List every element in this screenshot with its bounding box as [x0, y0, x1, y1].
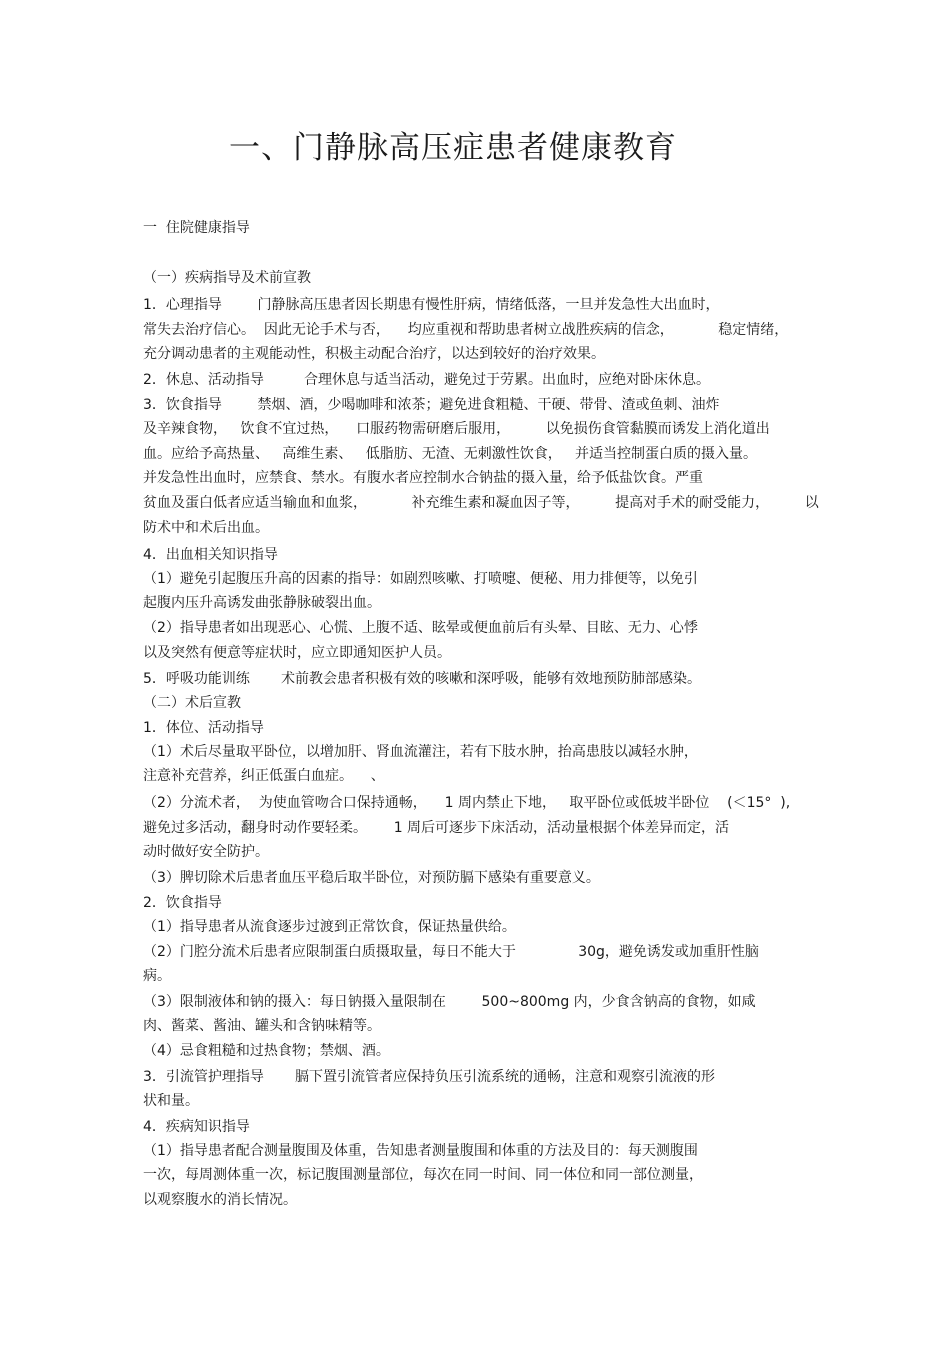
paragraph-line: 贫血及蛋白低者应适当输血和血浆， 补充维生素和凝血因子等， 提高对手术的耐受能力， 以: [143, 495, 819, 511]
paragraph-line: 1．体位、活动指导: [143, 720, 264, 736]
paragraph-line: 以及突然有便意等症状时，应立即通知医护人员。: [143, 645, 451, 661]
paragraph-line: 3．饮食指导 禁烟、酒，少喝咖啡和浓茶；避免进食粗糙、干硬、带骨、渣或鱼刺、油炸: [143, 397, 720, 413]
paragraph-line: （3）限制液体和钠的摄入：每日钠摄入量限制在 500~800mg 内，少食含钠高的食物，如咸: [143, 994, 756, 1010]
paragraph-line: （2）门腔分流术后患者应限制蛋白质摄取量，每日不能大于 30g，避免诱发或加重肝性脑: [143, 944, 759, 960]
paragraph-line: （2）分流术者， 为使血管吻合口保持通畅， 1 周内禁止下地， 取平卧位或低坡半卧位 (＜15° ),: [143, 795, 791, 811]
paragraph-line: 2．休息、活动指导 合理休息与适当活动，避免过于劳累。出血时，应绝对卧床休息。: [143, 372, 710, 388]
paragraph-line: 病。: [143, 968, 171, 984]
paragraph-line: 5．呼吸功能训练 术前教会患者积极有效的咳嗽和深呼吸，能够有效地预防肺部感染。: [143, 671, 702, 687]
paragraph-line: 起腹内压升高诱发曲张静脉破裂出血。: [143, 595, 381, 611]
paragraph-line: （2）指导患者如出现恶心、心慌、上腹不适、眩晕或便血前后有头晕、目眩、无力、心悸: [143, 620, 698, 636]
paragraph-line: 4．疾病知识指导: [143, 1119, 250, 1135]
paragraph-line: 一次，每周测体重一次，标记腹围测量部位，每次在同一时间、同一体位和同一部位测量，: [143, 1167, 703, 1183]
paragraph-line: 常失去治疗信心。 因此无论手术与否， 均应重视和帮助患者树立战胜疾病的信念， 稳定情绪，: [143, 322, 789, 338]
paragraph-line: 4．出血相关知识指导: [143, 547, 278, 563]
paragraph-line: 充分调动患者的主观能动性，积极主动配合治疗，以达到较好的治疗效果。: [143, 346, 605, 362]
paragraph-line: （4）忌食粗糙和过热食物；禁烟、酒。: [143, 1043, 390, 1059]
paragraph-line: 及辛辣食物， 饮食不宜过热， 口服药物需研磨后服用， 以免损伤食管黏膜而诱发上消化道出: [143, 421, 770, 437]
paragraph-line: （1）避免引起腹压升高的因素的指导：如剧烈咳嗽、打喷嚏、便秘、用力排便等，以免引: [143, 571, 698, 587]
paragraph-line: （3）脾切除术后患者血压平稳后取半卧位，对预防膈下感染有重要意义。: [143, 870, 600, 886]
paragraph-line: 注意补充营养，纠正低蛋白血症。 、: [143, 768, 385, 784]
section-heading: 一 住院健康指导: [143, 220, 250, 236]
paragraph-line: （1）指导患者从流食逐步过渡到正常饮食，保证热量供给。: [143, 919, 516, 935]
paragraph-line: 3．引流管护理指导 膈下置引流管者应保持负压引流系统的通畅，注意和观察引流液的形: [143, 1069, 716, 1085]
paragraph-line: 2．饮食指导: [143, 895, 222, 911]
paragraph-line: （1）指导患者配合测量腹围及体重，告知患者测量腹围和体重的方法及目的：每天测腹围: [143, 1143, 698, 1159]
paragraph-line: 防术中和术后出血。: [143, 520, 269, 536]
paragraph-line: 动时做好安全防护。: [143, 844, 269, 860]
subsection-heading: （一）疾病指导及术前宣教: [143, 270, 311, 286]
paragraph-line: 状和量。: [143, 1093, 199, 1109]
paragraph-line: （1）术后尽量取平卧位，以增加肝、肾血流灌注，若有下肢水肿，抬高患肢以减轻水肿，: [143, 744, 698, 760]
paragraph-line: 以观察腹水的消长情况。: [143, 1192, 297, 1208]
subsection-heading: （二）术后宣教: [143, 695, 241, 711]
paragraph-line: 1．心理指导 门静脉高压患者因长期患有慢性肝病，情绪低落，一旦并发急性大出血时，: [143, 297, 720, 313]
document-title: 一、门静脉高压症患者健康教育: [229, 130, 677, 166]
paragraph-line: 肉、酱菜、酱油、罐头和含钠味精等。: [143, 1018, 381, 1034]
paragraph-line: 血。应给予高热量、 高维生素、 低脂肪、无渣、无刺激性饮食， 并适当控制蛋白质的摄入量。: [143, 446, 758, 462]
paragraph-line: 避免过多活动，翻身时动作要轻柔。 1 周后可逐步下床活动，活动量根据个体差异而定，活: [143, 820, 730, 836]
paragraph-line: 并发急性出血时，应禁食、禁水。有腹水者应控制水合钠盐的摄入量，给予低盐饮食。严重: [143, 470, 703, 486]
